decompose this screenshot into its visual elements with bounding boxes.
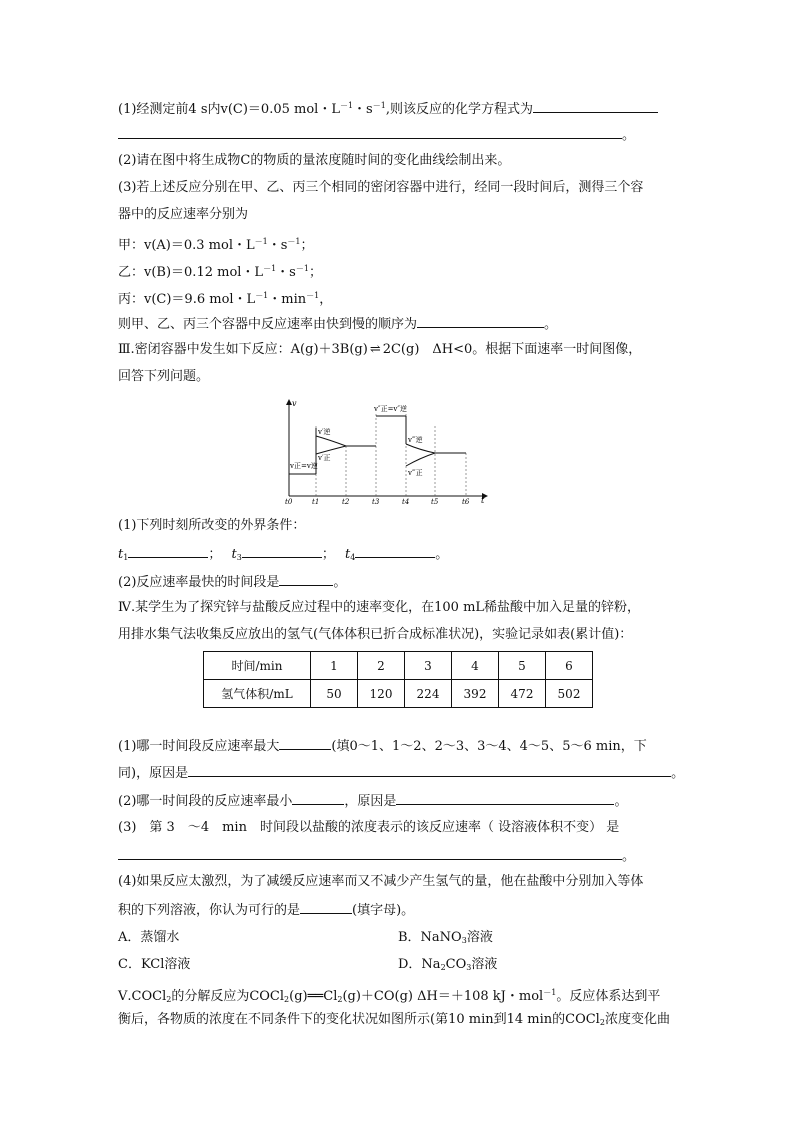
answer-blank[interactable] [300,899,352,914]
part4-q3: (3) 第 3 ～4 min 时间段以盐酸的浓度表示的该反应速率（ 设溶液体积不变） 是 [118,820,620,835]
y-axis-label: v [292,399,297,408]
rate-bing: 丙：v(C)＝9.6 mol・$L^{-1}$・$\min^{-1}$， [118,291,333,307]
label-v3-reverse: v‴逆 [408,436,423,444]
t4-blank[interactable] [355,543,435,558]
part4-intro-2: 用排水集气法收集反应放出的氢气(气体体积已折合成标准状况)，实验记录如表(累计值)： [118,627,633,642]
x-axis-label: t [481,496,485,505]
answer-blank[interactable] [188,762,671,777]
option-d: D．$Na_2CO_3$溶液 [398,957,498,972]
answer-blank[interactable] [417,313,544,328]
label-eq0: v正=v逆 [290,462,318,470]
answer-blank[interactable] [292,790,344,805]
tick-t0: t0 [285,498,293,506]
tick-t5: t5 [431,498,439,506]
part3-q2: (2)反应速率最快的时间段是 。 [118,571,346,593]
tick-t3: t3 [372,498,380,506]
rate-jia: 甲：v(A)＝0.3 mol・$L^{-1}$・$s^{-1}$； [118,237,314,253]
tick-t6: t6 [462,498,470,506]
q3-line2: 器中的反应速率分别为 [118,207,249,222]
rate-time-graph [280,396,500,506]
t1-blank[interactable] [128,543,208,558]
part4-q3-blank: 。 [118,845,635,867]
label-v1-forward: v′正 [318,454,331,462]
q1-line2: 。 [118,124,635,146]
part3-intro-1: Ⅲ.密闭容器中发生如下反应：A(g)＋3B(g) ⇌ 2C(g) ΔH<0。根据下面速率一时间图像， [118,342,642,357]
option-a: A．蒸馏水 [118,930,180,945]
answer-blank[interactable] [533,98,658,113]
answer-blank[interactable] [396,790,614,805]
answer-blank[interactable] [118,845,622,860]
part3-q1: (1)下列时刻所改变的外界条件： [118,518,306,533]
hydrogen-table [203,651,593,708]
part4-q1-b: 同)，原因是 。 [118,762,684,784]
part4-q4-2: 积的下列溶液，你认为可行的是 (填字母)。 [118,899,414,921]
tick-t1: t1 [312,498,320,506]
label-v3-forward: v‴正 [408,469,423,477]
part3-q1-blanks: $t_1$ ； $t_3$ ； $t_4$ 。 [118,543,448,568]
q1-line: (1)经测定前4 s内v(C)＝0.05 mol・$L^{-1}$・$s^{-1}$,则该反应的化学方程式为 [118,96,658,120]
answer-blank[interactable] [279,571,333,586]
label-v1-reverse: v′逆 [318,428,331,436]
option-c: C．KCl溶液 [118,957,191,972]
part4-intro-1: Ⅳ.某学生为了探究锌与盐酸反应过程中的速率变化，在100 mL稀盐酸中加入足量的锌粉， [118,600,641,615]
tick-t2: t2 [342,498,350,506]
answer-blank[interactable] [279,735,331,750]
q2-line: (2)请在图中将生成物C的物质的量浓度随时间的变化曲线绘制出来。 [118,153,511,168]
table-row: 时间/min 1 2 3 4 5 6 [204,652,593,680]
table-row: 氢气体积/mL 50 120 224 392 472 502 [204,680,593,708]
tick-t4: t4 [402,498,410,506]
label-v2-equal: v″正=v″逆 [374,405,408,413]
part4-q4-1: (4)如果反应太激烈，为了减缓反应速率而又不减少产生氢气的量，他在盐酸中分别加入等体 [118,874,644,889]
answer-blank[interactable] [118,124,622,139]
part4-q1-a: (1)哪一时间段反应速率最大 (填0～1、1～2、2～3、3～4、4～5、5～6 min，下 [118,735,647,757]
rate-yi: 乙：v(B)＝0.12 mol・$L^{-1}$・$s^{-1}$； [118,264,322,280]
equilibrium-arrow-icon: ⇌ [369,342,381,357]
part5-line1: Ⅴ.COCl$_2$的分解反应为$COCl_2(g)══Cl_2(g)+CO(g)$ ΔH＝＋108 kJ・mol$^{-1}$。反应体系达到平 [118,988,661,1004]
part5-line2: 衡后，各物质的浓度在不同条件下的变化状况如图所示(第10 min到14 min的COCl$_2$浓度变化曲 [118,1012,670,1027]
q3-line1: (3)若上述反应分别在甲、乙、丙三个相同的密闭容器中进行，经同一段时间后，测得三个容 [118,180,644,195]
part3-intro-2: 回答下列问题。 [118,369,210,384]
t3-blank[interactable] [242,543,322,558]
option-b: B．NaNO$_3$溶液 [398,930,493,945]
q3-order: 则甲、乙、丙三个容器中反应速率由快到慢的顺序为 。 [118,313,557,335]
part4-q2: (2)哪一时间段的反应速率最小 ，原因是 。 [118,790,627,812]
